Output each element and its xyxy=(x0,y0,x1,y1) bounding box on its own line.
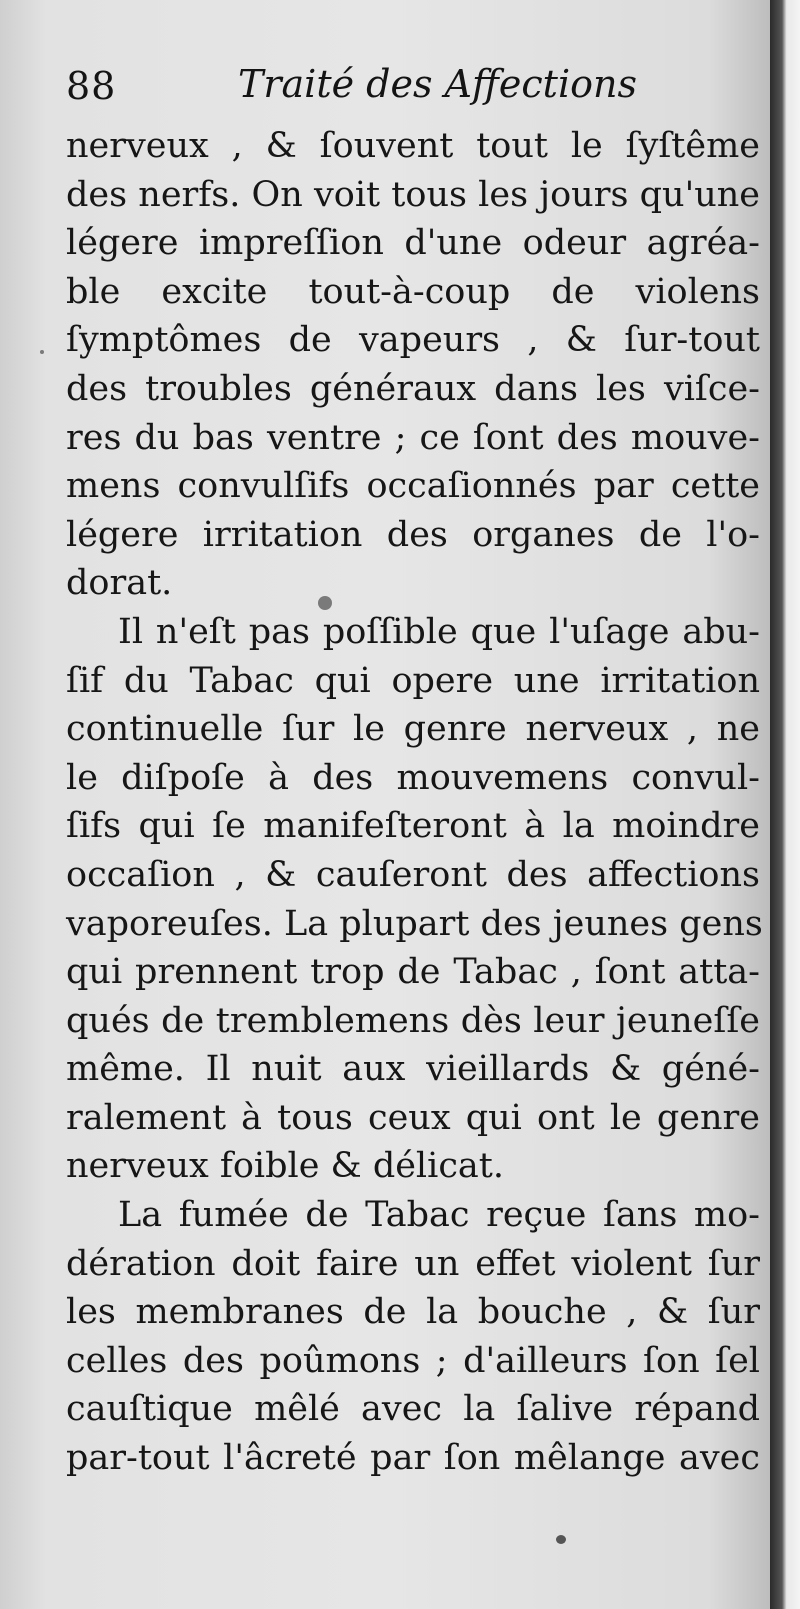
text-line: occaſion , & cauſeront des affections xyxy=(66,854,760,895)
text-line: ble excite tout-à-coup de violens xyxy=(66,271,760,312)
text-line: ralement à tous ceux qui ont le genre xyxy=(66,1097,760,1138)
text-line: vaporeuſes. La plupart des jeunes gens xyxy=(66,903,763,944)
page-gutter xyxy=(770,0,800,1609)
ink-speck xyxy=(556,1535,566,1544)
text-line: des nerfs. On voit tous les jours qu'une xyxy=(66,174,760,215)
text-line: ſif du Tabac qui opere une irritation xyxy=(66,660,760,701)
text-line: des troubles généraux dans les viſce- xyxy=(66,368,760,409)
text-line: ſymptômes de vapeurs , & ſur-tout xyxy=(66,320,760,361)
text-line: res du bas ventre ; ce ſont des mouve- xyxy=(66,417,760,458)
text-line: nerveux foible & délicat. xyxy=(66,1146,504,1187)
text-line: continuelle ſur le genre nerveux , ne xyxy=(66,709,760,750)
text-line: qui prennent trop de Tabac , ſont atta- xyxy=(66,952,760,993)
body-text xyxy=(66,122,763,1483)
ink-speck xyxy=(318,596,332,610)
text-line: La fumée de Tabac reçue ſans mo- xyxy=(118,1195,760,1236)
page-header xyxy=(66,62,746,122)
page-number: 88 xyxy=(66,64,117,108)
text-line: Il n'eſt pas poſſible que l'uſage abu- xyxy=(118,611,760,652)
text-line: qués de tremblemens dès leur jeuneſſe xyxy=(66,1000,760,1041)
text-line: légere impreſſion d'une odeur agréa- xyxy=(66,223,760,264)
text-line: même. Il nuit aux vieillards & géné- xyxy=(66,1049,760,1090)
text-line: celles des poûmons ; d'ailleurs ſon ſel xyxy=(66,1340,760,1381)
text-line: le diſpoſe à des mouvemens convul- xyxy=(66,757,760,798)
ink-speck xyxy=(40,350,44,354)
text-line: mens convulſifs occaſionnés par cette xyxy=(66,466,760,507)
text-line: les membranes de la bouche , & ſur xyxy=(66,1292,760,1333)
text-line: nerveux , & ſouvent tout le ſyſtême xyxy=(66,126,760,166)
text-line: cauſtique mêlé avec la ſalive répand xyxy=(66,1389,760,1430)
text-line: par-tout l'âcreté par ſon mêlange avec xyxy=(66,1438,760,1479)
text-line: ſifs qui ſe manifeſteront à la moindre xyxy=(66,806,760,847)
running-title: Traité des Affections xyxy=(238,62,637,106)
text-line: légere irritation des organes de l'o- xyxy=(66,514,760,555)
text-line: dération doit faire un effet violent ſur xyxy=(66,1243,760,1284)
text-line: dorat. xyxy=(66,563,173,604)
